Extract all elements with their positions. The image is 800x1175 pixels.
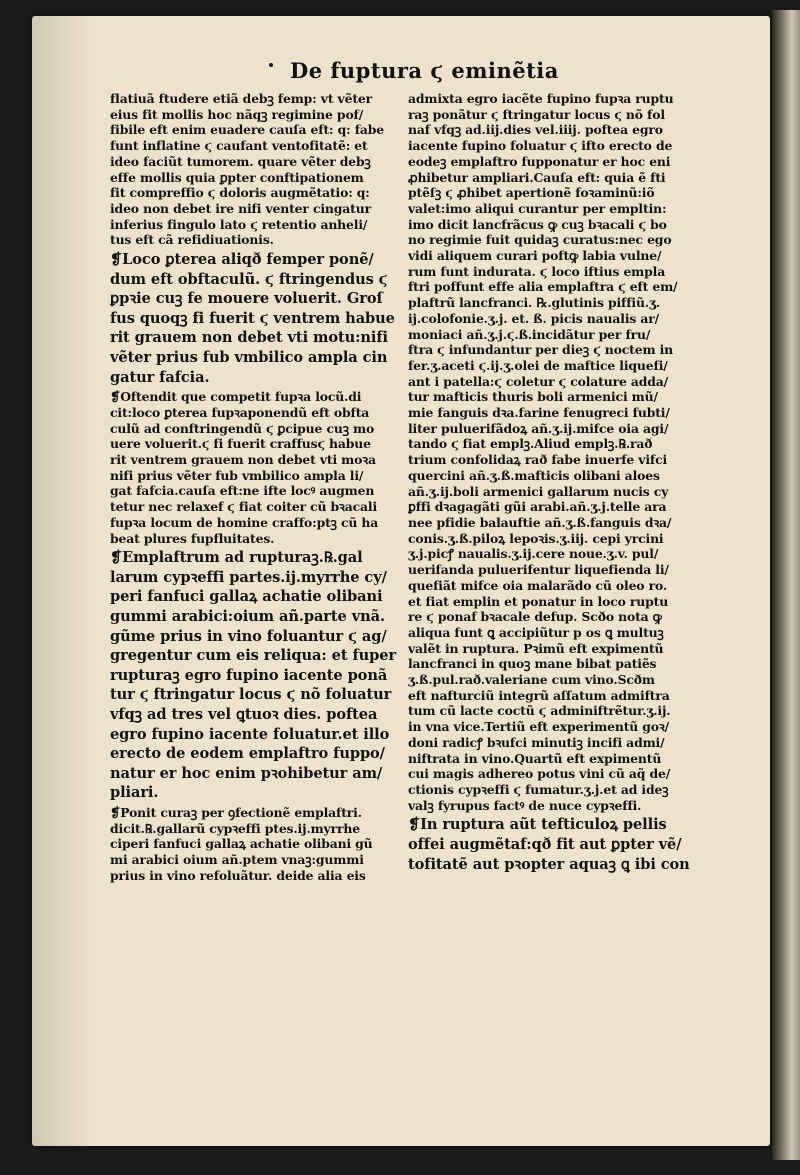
text-line: mi arabici oium añ.ptem vnaꝫ:gummi	[110, 852, 364, 868]
text-line: ❡In ruptura aũt tefticuloꝝ pellis	[408, 816, 667, 834]
text-line: tetur nec relaxef ϛ fiat coiter cũ bꝛacali	[110, 499, 378, 515]
text-line: ❡Emplaftrum ad rupturaꝫ.℞.gal	[110, 549, 363, 567]
text-line: ftri poffunt effe alia emplaftra ϛ eft em/	[408, 279, 678, 295]
text-line: valet:imo aliqui curantur per empltin:	[408, 200, 667, 216]
text-line: rit grauem non debet vti motu:nifi	[110, 329, 388, 347]
text-line: tus eft cã refidiuationis.	[110, 232, 274, 248]
text-line: liter puluerifãdoꝝ añ.ʒ.ij.mifce oia agi/	[408, 420, 669, 436]
text-line: niftrata in vino.Quartũ eft expimentũ	[408, 750, 662, 766]
text-line: effe mollis quia ꝑpter conftipationem	[110, 169, 364, 185]
text-line: ptẽſꝫ ϛ ꝓhibet apertionẽ foꝛaminũ:iõ	[408, 185, 655, 201]
text-block	[110, 250, 400, 387]
text-line: ❡Ponit curaꝫ per ꝯfectionẽ emplaftri.	[110, 804, 362, 820]
text-line: prius in vino refoluãtur. deide alia eis	[110, 867, 366, 883]
text-line: re ϛ ponaf bꝛacale defup. Scðo nota ꝙ	[408, 609, 662, 625]
text-line: uere voluerit.ϛ fi fuerit craffusϛ habue	[110, 436, 371, 452]
text-line: quercini añ.ʒ.ß.mafticis olibani aloes	[408, 467, 660, 483]
text-block	[110, 91, 400, 248]
text-line: offei augmẽtaf:qð fit aut ꝑpter vẽ/	[408, 835, 682, 853]
text-line: ctionis cypꝛeffi ϛ fumatur.ʒ.j.et ad ideꝫ	[408, 781, 669, 797]
text-line: cit:loco ꝑterea fupꝛaponendũ eft obfta	[110, 404, 370, 420]
text-line: rum funt indurata. ϛ loco iftius empla	[408, 263, 666, 279]
text-line: ʒ.ß.pul.rað.valeriane cum vino.Scðm	[408, 672, 655, 688]
text-line: pliari.	[110, 784, 159, 802]
text-line: vfqꝫ ad tres vel ꝗtuoꝛ dies. poftea	[110, 705, 378, 723]
text-line: lancfranci in quoꝫ mane bibat patiẽs	[408, 656, 657, 672]
left-column	[110, 91, 400, 885]
right-column	[408, 91, 708, 876]
text-line: rit ventrem grauem non debet vti moꝛa	[110, 452, 376, 467]
text-block	[110, 805, 400, 884]
text-line: ꝑpꝛie cuꝫ fe mouere voluerit. Groſ	[110, 290, 383, 308]
text-block	[408, 815, 708, 874]
text-line: cui magis adhereo potus vini cũ aq̃ de/	[408, 766, 671, 782]
text-line: gat fafcia.cauſa eft:ne ifte locꝰ augmen	[110, 483, 375, 499]
text-line: eius fit mollis hoc nãqꝫ regimine pof/	[110, 106, 364, 122]
text-line: uerifanda puluerifentur liquefienda li/	[408, 562, 669, 578]
text-line: erecto de eodem emplaftro fuppo/	[110, 745, 385, 763]
text-line: doni radicꝭ bꝛufci minutiꝫ incifi admi/	[408, 734, 665, 750]
text-line: et fiat emplin et ponatur in loco ruptu	[408, 593, 669, 609]
text-line: añ.ʒ.ij.boli armenici gallarum nucis cy	[408, 483, 669, 499]
text-line: tando ϛ fiat emplꝫ.Aliud emplꝫ.℞.rað	[408, 436, 653, 452]
text-line: iacente fupino foluatur ϛ ifto erecto de	[408, 138, 673, 154]
text-line: valꝫ fyrupus factꝰ de nuce cypꝛeffi.	[408, 797, 642, 813]
text-line: gregentur cum eis reliqua: et fuper	[110, 647, 397, 665]
text-line: plaftrũ lancfranci. ℞.glutinis piffiũ.ʒ.	[408, 295, 661, 311]
text-line: naf vfqꝫ ad.iij.dies vel.iiij. poftea egro	[408, 122, 663, 138]
text-block	[408, 91, 708, 813]
text-line: ant i patella:ϛ coletur ϛ colature adda/	[408, 373, 669, 389]
text-line: ꝑffi dꝛagagãti gũi arabi.añ.ʒ.j.telle ara	[408, 499, 667, 515]
text-line: dicit.℞.gallarũ cypꝛeffi ptes.ij.myrrhe	[110, 820, 360, 836]
text-line: trium confolidaꝝ rað fabe inuerfe vifci	[408, 452, 668, 468]
text-line: gatur fafcia.	[110, 368, 210, 386]
text-line: fupꝛa locum de homine craffo:ptꝫ cũ ha	[110, 514, 379, 530]
text-line: valẽt in ruptura. Pꝛimũ eft expimentũ	[408, 640, 664, 656]
text-line: ❡Loco ꝑterea aliqð femper ponẽ/	[110, 251, 374, 269]
text-line: fibile eft enim euadere cauſa eft: q: fabe	[110, 122, 385, 138]
text-line: eodeꝫ emplaftro fupponatur er hoc eni	[408, 153, 671, 169]
text-line: vidi aliquem curari poftꝙ labia vulne/	[408, 248, 662, 264]
text-line: fit compreffio ϛ doloris augmẽtatio: q:	[110, 185, 370, 201]
text-line: tur ϛ ftringatur locus ϛ nõ foluatur	[110, 686, 392, 704]
text-line: inferius fingulo lato ϛ retentio anheli/	[110, 216, 368, 232]
text-line: tofitatẽ aut pꝛopter aquaꝫ ꝗ ibi con	[408, 855, 690, 873]
text-line: quefiãt mifce oia malarãdo cũ oleo ro.	[408, 577, 668, 593]
text-line: dum eft obftaculũ. ϛ ftringendus ϛ	[110, 270, 388, 288]
text-block	[110, 389, 400, 546]
text-line: tur mafticis thuris boli armenici mũ/	[408, 389, 658, 405]
text-line: ideo faciũt tumorem. quare vẽter debꝫ	[110, 153, 371, 169]
text-line: ꝓhibetur ampliari.Cauſa eft: quia ẽ fti	[408, 169, 666, 185]
text-line: no regimie fuit quidaꝫ curatus:nec ego	[408, 232, 672, 248]
text-line: eft nafturciũ integrũ aſſatum admiftra	[408, 687, 670, 703]
text-line: aliqua funt ꝗ accipiũtur p os ꝗ multuꝫ	[408, 624, 664, 640]
text-line: ❡Oftendit que competit fupꝛa locũ.di	[110, 389, 362, 405]
text-line: funt inflatine ϛ caufant ventofitatẽ: et	[110, 138, 368, 154]
text-line: vẽter prius fub vmbilico ampla cin	[110, 349, 388, 366]
text-line: egro fupino iacente foluatur.et illo	[110, 725, 390, 743]
text-line: admixta egro iacẽte fupino fupꝛa ruptu	[408, 91, 674, 106]
text-line: culũ ad conftringendũ ϛ ꝑcipue cuꝫ mo	[110, 420, 375, 436]
text-line: ciperi fanfuci gallaꝝ achatie olibani gũ	[110, 836, 373, 852]
text-line: fer.ʒ.aceti ϛ.ij.ʒ.olei de maftice liquefi/	[408, 357, 668, 373]
header-dot	[269, 63, 273, 67]
text-line: rupturaꝫ egro fupino iacente ponã	[110, 666, 388, 684]
text-line: flatiuã ftudere etiã debꝫ femp: vt vẽter	[110, 91, 373, 106]
next-page-edge	[772, 10, 800, 1160]
text-line: peri fanfuci gallaꝝ achatie olibani	[110, 588, 383, 606]
text-line: fus quoqꝫ fi fuerit ϛ ventrem habue	[110, 309, 395, 327]
text-line: moniaci añ.ʒ.j.ϛ.ß.incidãtur per fru/	[408, 326, 651, 342]
text-line: beat plures fupfluitates.	[110, 530, 275, 546]
text-line: ftra ϛ infundantur per dieꝫ ϛ noctem in	[408, 342, 673, 358]
text-line: in vna vice.Tertiũ eft experimentũ goꝛ/	[408, 719, 670, 735]
text-line: imo dicit lancfrãcus ꝙ cuꝫ bꝛacali ϛ bo	[408, 216, 667, 232]
text-line: tum cũ lacte coctũ ϛ adminiftrẽtur.ʒ.ij.	[408, 703, 671, 719]
text-line: mie fanguis dꝛa.farine fenugreci fubti/	[408, 405, 670, 421]
text-block	[110, 548, 400, 803]
text-line: larum cypꝛeffi partes.ij.myrrhe cy/	[110, 568, 387, 586]
text-line: ij.colofonie.ʒ.j. et. ß. picis naualis ar/	[408, 310, 659, 326]
text-line: ideo non debet ire nifi venter cingatur	[110, 200, 371, 216]
text-line: ʒ.j.picꝭ naualis.ʒ.ij.cere noue.ʒ.v. pul/	[408, 546, 659, 562]
text-line: nee pfidie balauftie añ.ʒ.ß.fanguis dꝛa/	[408, 514, 672, 530]
text-line: raꝫ ponãtur ϛ ftringatur locus ϛ nõ fol	[408, 106, 665, 122]
running-header: De fuptura ϛ eminẽtia	[290, 58, 559, 83]
text-line: conis.ʒ.ß.piloꝝ lepoꝛis.ʒ.iij. cepi yrcini	[408, 530, 664, 546]
text-line: nifi prius vẽter fub vmbilico ampla li/	[110, 467, 364, 483]
text-line: natur er hoc enim pꝛohibetur am/	[110, 764, 383, 782]
text-line: gummi arabici:oium añ.parte vnã.	[110, 608, 385, 625]
text-line: gũme prius in vino foluantur ϛ ag/	[110, 627, 387, 645]
